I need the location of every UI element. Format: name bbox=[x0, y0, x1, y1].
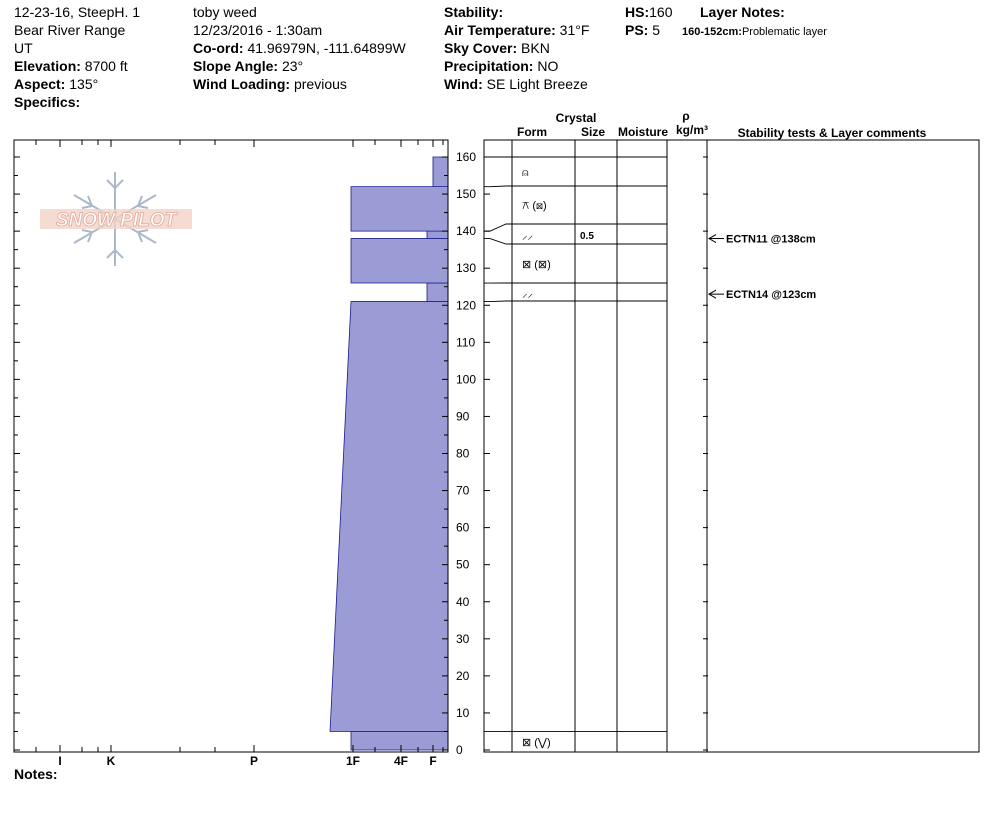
depth-tick-label: 150 bbox=[456, 187, 477, 202]
hardness-tick-label: F bbox=[429, 754, 437, 768]
wind-loading: Wind Loading: previous bbox=[193, 76, 347, 92]
header-size: Size bbox=[580, 125, 606, 139]
layer-form-symbol: ⊠ (⋁) bbox=[522, 737, 551, 749]
layer-form-symbol: ⍝ bbox=[522, 167, 529, 179]
depth-tick-label: 50 bbox=[456, 557, 470, 572]
depth-tick-label: 0 bbox=[456, 743, 463, 757]
hardness-tick-label: K bbox=[106, 754, 116, 768]
precipitation: Precipitation: NO bbox=[444, 58, 559, 74]
sky-cover: Sky Cover: BKN bbox=[444, 40, 550, 56]
depth-tick-label: 130 bbox=[456, 261, 477, 276]
coordinates: Co-ord: 41.96979N, -111.64899W bbox=[193, 40, 406, 56]
hardness-layer-5 bbox=[351, 187, 448, 231]
layer-form-symbol: ⸝⸝ bbox=[522, 230, 533, 242]
header-form: Form bbox=[517, 125, 547, 139]
hardness-tick-label: 4F bbox=[393, 754, 409, 768]
notes-label: Notes: bbox=[14, 766, 58, 782]
hardness-layer-4 bbox=[427, 231, 448, 238]
layer-table bbox=[484, 109, 979, 752]
layer-form-symbol: ⸝⸝ bbox=[522, 288, 533, 300]
header-rho: ρ bbox=[682, 109, 690, 123]
stability-test-label: ECTN14 @123cm bbox=[726, 289, 817, 302]
depth-tick-label: 10 bbox=[456, 705, 470, 720]
hardness-tick-label: P bbox=[249, 754, 259, 768]
datetime: 12/23/2016 - 1:30am bbox=[193, 22, 323, 38]
layer-note: 160-152cm:Problematic layer bbox=[682, 26, 827, 38]
depth-tick-label: 100 bbox=[456, 372, 477, 387]
depth-tick-label: 70 bbox=[456, 483, 470, 498]
hardness-tick-label: 1F bbox=[345, 754, 361, 768]
depth-tick-label: 20 bbox=[456, 668, 470, 683]
logo-text: SNOW PILOT bbox=[55, 210, 177, 231]
air-temperature: Air Temperature: 31°F bbox=[444, 22, 590, 38]
depth-tick-label: 110 bbox=[456, 335, 476, 350]
pit-name: 12-23-16, SteepH. 1 bbox=[14, 4, 141, 20]
depth-tick-label: 40 bbox=[456, 594, 470, 609]
header-moisture: Moisture bbox=[617, 125, 669, 139]
state-name: UT bbox=[14, 40, 33, 56]
observer: toby weed bbox=[193, 4, 257, 20]
depth-tick-label: 30 bbox=[456, 631, 470, 646]
aspect: Aspect: 135° bbox=[14, 76, 99, 92]
header-stability: Stability tests & Layer comments bbox=[737, 126, 927, 140]
header-crystal: Crystal bbox=[555, 111, 597, 125]
slope-angle: Slope Angle: 23° bbox=[193, 58, 304, 74]
elevation: Elevation: 8700 ft bbox=[14, 58, 128, 74]
specifics: Specifics: bbox=[14, 94, 81, 110]
depth-tick-label: 120 bbox=[456, 298, 477, 313]
layer-size: 0.5 bbox=[580, 231, 594, 242]
header-density-unit: kg/m³ bbox=[675, 123, 709, 137]
depth-tick-label: 160 bbox=[456, 150, 477, 164]
depth-tick-label: 80 bbox=[456, 446, 470, 461]
hs: HS:160 bbox=[625, 4, 673, 20]
hardness-layer-1 bbox=[330, 302, 448, 732]
depth-tick-label: 90 bbox=[456, 409, 470, 424]
layer-form-symbol: ⊠ (⊠) bbox=[522, 259, 551, 271]
hardness-layer-2 bbox=[427, 283, 448, 302]
layer-form-symbol: ⚻ (⊠) bbox=[522, 200, 547, 212]
hardness-profile bbox=[330, 157, 448, 750]
wind: Wind: SE Light Breeze bbox=[444, 76, 588, 92]
depth-tick-label: 140 bbox=[456, 224, 477, 239]
snowpilot-logo bbox=[40, 172, 192, 266]
stability: Stability: bbox=[444, 4, 504, 20]
ps: PS: 5 bbox=[625, 22, 661, 38]
range-name: Bear River Range bbox=[14, 22, 126, 38]
hardness-layer-6 bbox=[433, 157, 448, 187]
stability-test-label: ECTN11 @138cm bbox=[726, 233, 816, 246]
layer-notes-label: Layer Notes: bbox=[700, 4, 785, 20]
hardness-tick-label: I bbox=[58, 754, 62, 768]
depth-tick-label: 60 bbox=[456, 520, 470, 535]
table-frame bbox=[484, 140, 979, 752]
hardness-layer-3 bbox=[351, 239, 448, 283]
